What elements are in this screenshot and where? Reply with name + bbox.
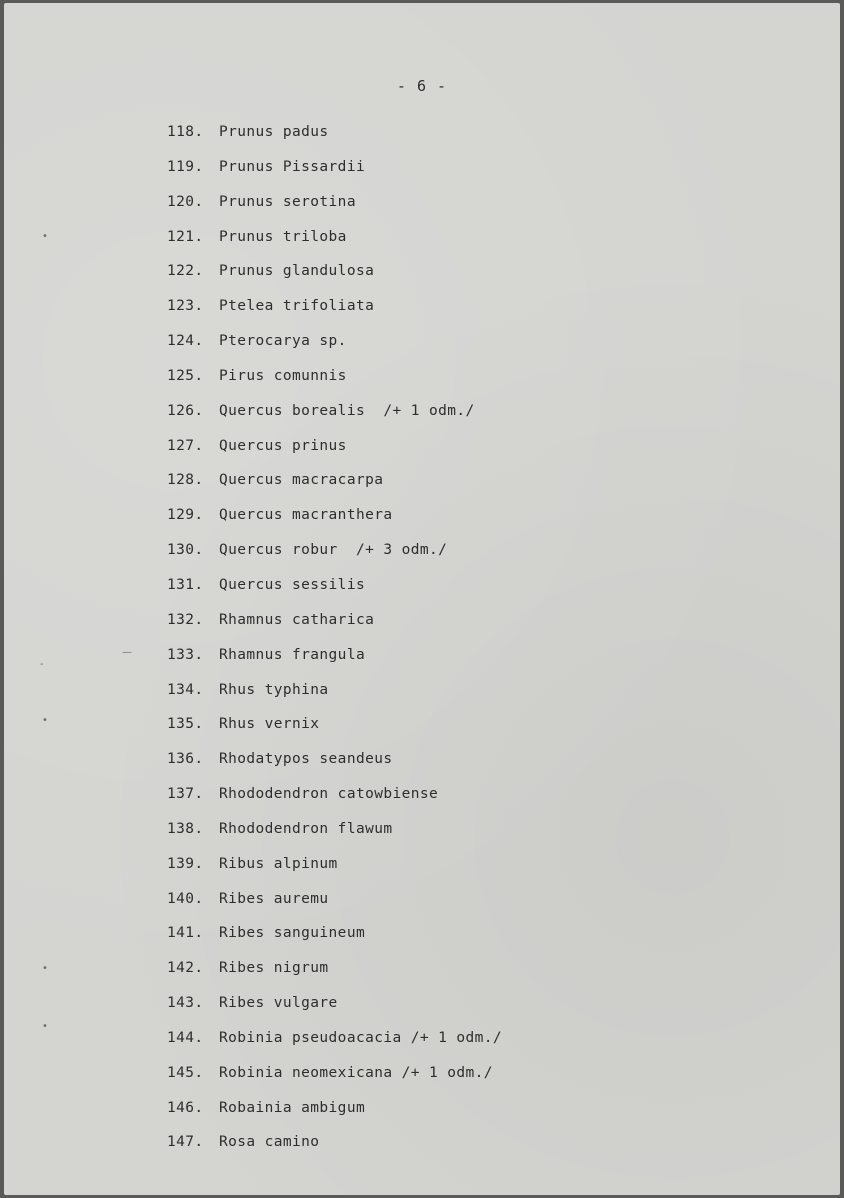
entry-name: Prunus triloba (219, 228, 347, 245)
entry-name: Prunus glandulosa (219, 263, 375, 280)
entry-name: Quercus macracarpa (219, 472, 384, 489)
entry-number: 137. (167, 786, 204, 803)
entry-name: Robinia neomexicana /+ 1 odm./ (219, 1064, 493, 1081)
entry-name: Ribes vulgare (219, 995, 338, 1012)
entry-name: Ribes sanguineum (219, 925, 366, 942)
entry-name: Rhodatypos seandeus (219, 751, 393, 768)
entry-name: Prunus serotina (219, 193, 356, 210)
entry-name: Ribus alpinum (219, 855, 338, 872)
list-item (167, 711, 502, 746)
entry-number: 135. (167, 716, 204, 733)
entry-number: 128. (167, 472, 204, 489)
entry-number: 123. (167, 298, 204, 315)
entry-name: Pirus comunnis (219, 367, 347, 384)
entry-number: 119. (167, 158, 204, 175)
list-item (167, 1025, 502, 1060)
list-item (167, 1129, 502, 1164)
entry-name: Ptelea trifoliata (219, 298, 375, 315)
entry-name: Quercus robur /+ 3 odm./ (219, 542, 448, 559)
margin-mark: • (42, 963, 48, 974)
entry-number: 125. (167, 367, 204, 384)
list-item (167, 990, 502, 1025)
list-item (167, 328, 502, 363)
margin-mark: - (40, 659, 44, 670)
entry-name: Prunus Pissardii (219, 158, 366, 175)
list-item (167, 886, 502, 921)
list-item (167, 119, 502, 154)
entry-name: Rhamnus catharica (219, 611, 375, 628)
entry-number: 127. (167, 437, 204, 454)
entry-number: 140. (167, 890, 204, 907)
entry-name: Quercus sessilis (219, 576, 366, 593)
entry-number: 131. (167, 576, 204, 593)
list-item (167, 677, 502, 712)
list-item (167, 642, 502, 677)
margin-mark: • (42, 1021, 48, 1032)
list-item (167, 433, 502, 468)
entry-number: 136. (167, 751, 204, 768)
entry-number: 133. (167, 646, 204, 663)
list-item (167, 502, 502, 537)
list-item (167, 363, 502, 398)
list-item (167, 1060, 502, 1095)
list-item (167, 258, 502, 293)
entry-name: Rhododendron catowbiense (219, 786, 439, 803)
entry-name: Rhus vernix (219, 716, 320, 733)
entry-name: Quercus macranthera (219, 507, 393, 524)
margin-mark: • (42, 231, 48, 242)
list-item (167, 781, 502, 816)
entry-name: Quercus borealis /+ 1 odm./ (219, 402, 475, 419)
entry-name: Rhododendron flawum (219, 820, 393, 837)
entry-number: 139. (167, 855, 204, 872)
list-item (167, 398, 502, 433)
entry-number: 120. (167, 193, 204, 210)
entry-number: 145. (167, 1064, 204, 1081)
entry-number: 138. (167, 820, 204, 837)
list-item (167, 746, 502, 781)
entry-name: Prunus padus (219, 124, 329, 140)
entry-number: 121. (167, 228, 204, 245)
species-list (167, 119, 502, 1164)
list-item (167, 607, 502, 642)
document-page (4, 3, 840, 1195)
list-item (167, 224, 502, 259)
entry-name: Robinia pseudoacacia /+ 1 odm./ (219, 1029, 503, 1046)
entry-number: 143. (167, 995, 204, 1012)
entry-number: 130. (167, 542, 204, 559)
entry-name: Robainia ambigum (219, 1099, 366, 1116)
entry-number: 141. (167, 925, 204, 942)
entry-number: 126. (167, 402, 204, 419)
list-item (167, 189, 502, 224)
entry-number: 122. (167, 263, 204, 280)
entry-name: Rhus typhina (219, 681, 329, 698)
entry-name: Rosa camino (219, 1134, 320, 1151)
margin-mark: — (122, 647, 132, 658)
entry-name: Rhamnus frangula (219, 646, 366, 663)
entry-name: Ribes nigrum (219, 960, 329, 977)
entry-number: 118. (167, 124, 204, 140)
entry-number: 142. (167, 960, 204, 977)
margin-mark: • (42, 715, 48, 726)
entry-name: Pterocarya sp. (219, 333, 347, 350)
list-item (167, 537, 502, 572)
entry-number: 147. (167, 1134, 204, 1151)
entry-number: 144. (167, 1029, 204, 1046)
list-item (167, 816, 502, 851)
entry-name: Ribes auremu (219, 890, 329, 907)
list-item (167, 293, 502, 328)
entry-number: 132. (167, 611, 204, 628)
entry-number: 129. (167, 507, 204, 524)
entry-number: 134. (167, 681, 204, 698)
entry-number: 146. (167, 1099, 204, 1116)
page-number: - 6 - (396, 77, 448, 95)
list-item (167, 572, 502, 607)
list-item (167, 154, 502, 189)
list-item (167, 467, 502, 502)
list-item (167, 851, 502, 886)
list-item (167, 1095, 502, 1130)
entry-number: 124. (167, 333, 204, 350)
list-item (167, 920, 502, 955)
entry-name: Quercus prinus (219, 437, 347, 454)
list-item (167, 955, 502, 990)
